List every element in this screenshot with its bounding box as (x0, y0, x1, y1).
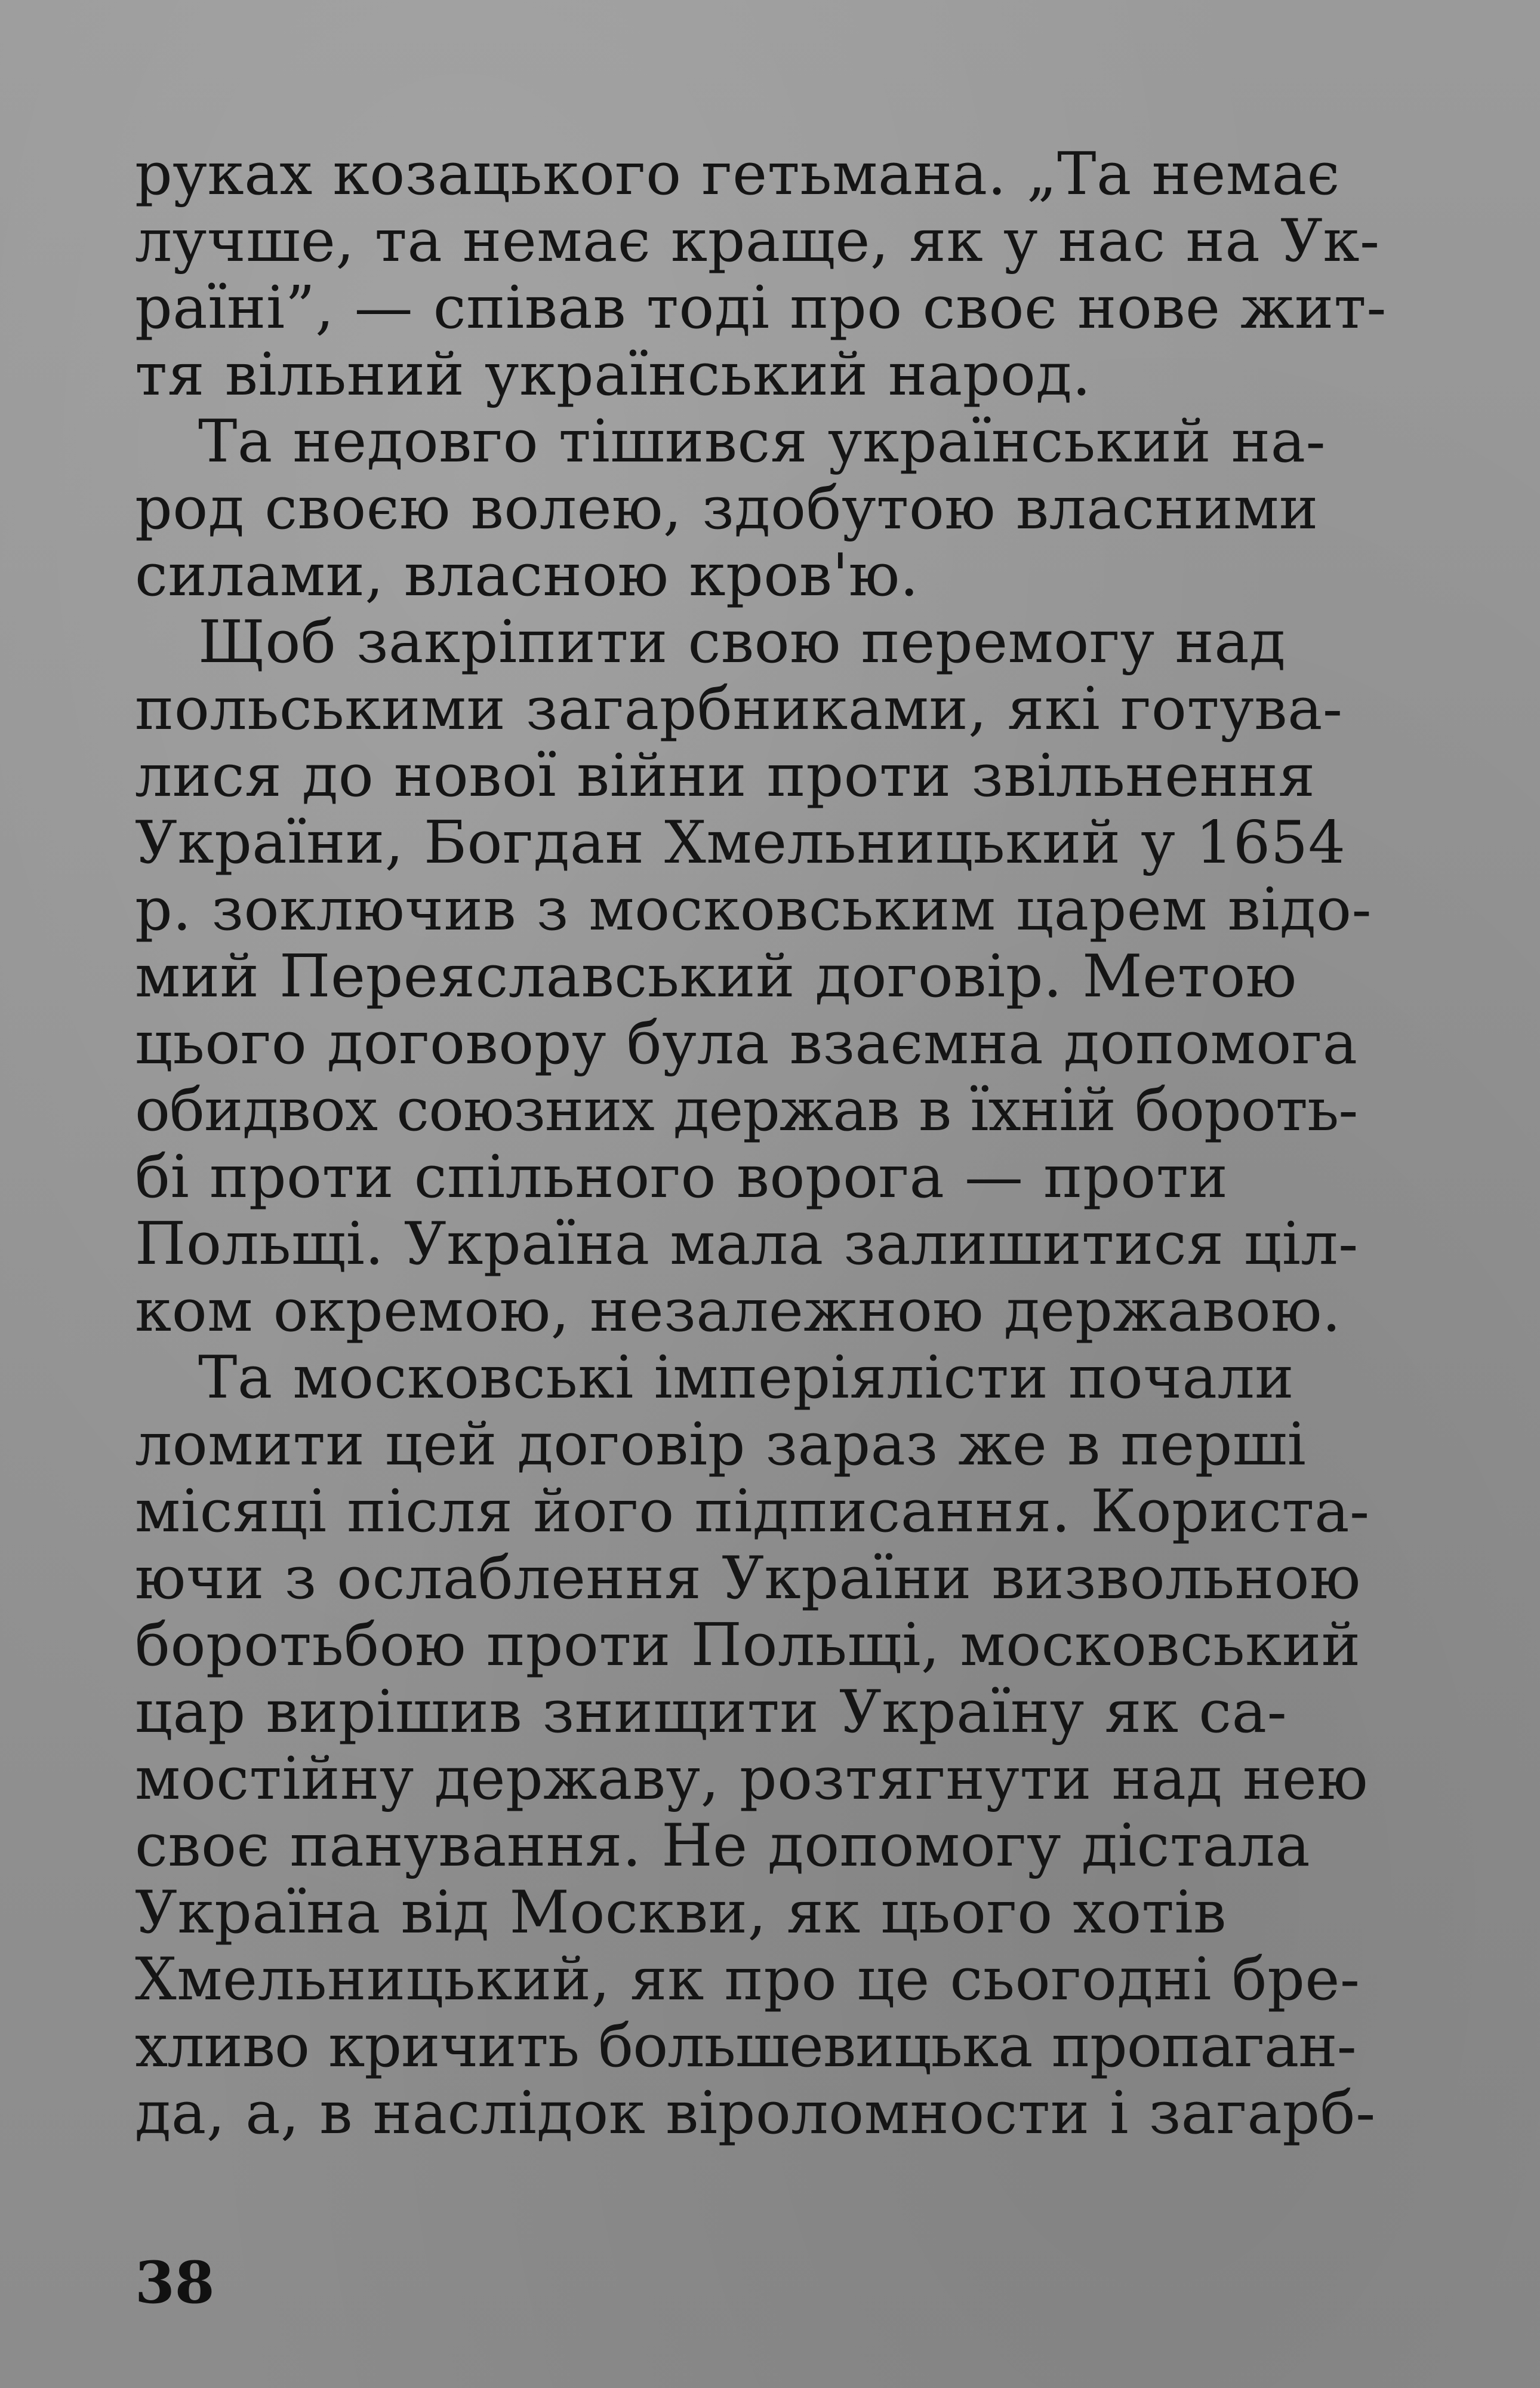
paragraph-1 (135, 141, 1412, 408)
text-line: Хмельницький, як про це сьогодні бре- (135, 1946, 1360, 2014)
text-line: раїні”, — співав тоді про своє нове жит- (135, 274, 1387, 342)
paragraph-4 (135, 1344, 1412, 2147)
text-line: України, Богдан Хмельницький у 1654 (135, 809, 1346, 877)
text-line: Та московські імперіялісти почали (198, 1344, 1295, 1412)
text-line: род своєю волею, здобутою власними (135, 475, 1319, 543)
text-line: хливо кричить большевицька пропаган- (135, 2012, 1356, 2081)
text-line: своє панування. Не допомогу дістала (135, 1812, 1311, 1880)
text-line: ком окремою, незалежною державою. (135, 1277, 1341, 1345)
body-text (135, 141, 1412, 2147)
text-line: руках козацького гетьмана. „Та немає (135, 140, 1340, 208)
text-line: цього договору була взаємна допомога (135, 1010, 1358, 1078)
text-line: тя вільний український народ. (135, 341, 1091, 409)
text-line: ючи з ослаблення України визвольною (135, 1544, 1361, 1612)
text-line: обидвох союзних держав в їхній бороть- (135, 1076, 1358, 1144)
text-line: цар вирішив знищити Україну як са- (135, 1678, 1288, 1746)
text-line: польськими загарбниками, які готува- (135, 675, 1343, 743)
text-line: Польщі. Україна мала залишитися ціл- (135, 1210, 1359, 1278)
text-line: силами, власною кров'ю. (135, 541, 919, 610)
text-line: Та недовго тішився український на- (198, 408, 1326, 476)
text-line: ломити цей договір зараз же в перші (135, 1411, 1307, 1479)
text-line: Україна від Москви, як цього хотів (135, 1879, 1227, 1947)
paragraph-3 (135, 609, 1412, 1344)
text-line: мостійну державу, розтягнути над нею (135, 1745, 1369, 1813)
text-line: боротьбою проти Польщі, московський (135, 1611, 1361, 1679)
text-line: р. зоключив з московським царем відо- (135, 876, 1372, 944)
text-line: мий Переяславський договір. Метою (135, 943, 1297, 1011)
text-line: бі проти спільного ворога — проти (135, 1143, 1228, 1211)
text-line: лися до нової війни проти звільнення (135, 742, 1316, 810)
text-line: лучше, та немає краще, як у нас на Ук- (135, 207, 1380, 275)
text-line: да, а, в наслідок віроломности і загарб- (135, 2079, 1376, 2147)
page-number: 38 (135, 2249, 215, 2316)
paragraph-2 (135, 408, 1412, 609)
text-line: місяці після його підписання. Користа- (135, 1478, 1370, 1546)
text-line: Щоб закріпити свою перемогу над (198, 608, 1286, 676)
